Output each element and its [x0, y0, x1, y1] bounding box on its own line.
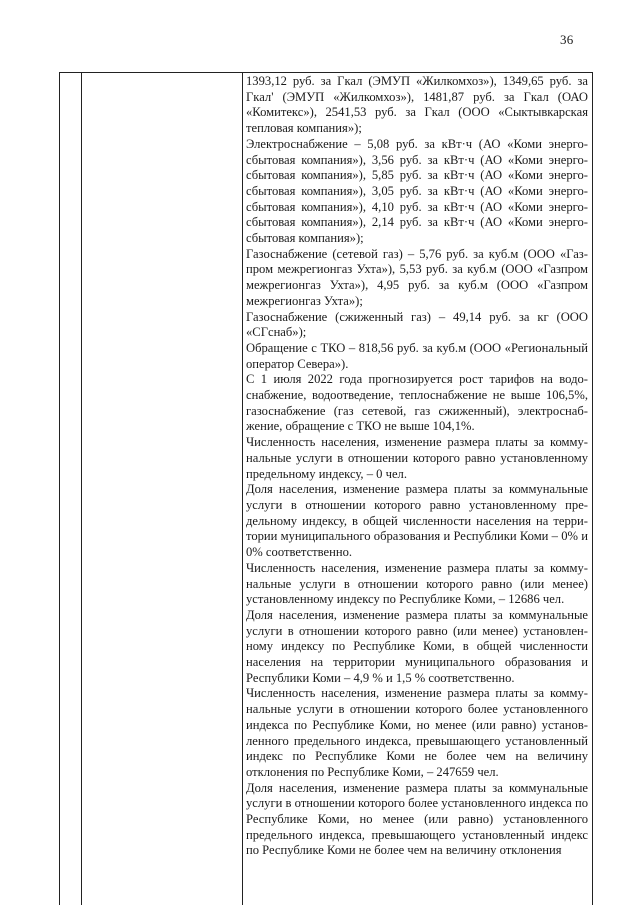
paragraph-share-equal-limit: Доля населения, изменение размера платы за коммунальные услуги в отношении которого равно установленному предельному индексу, в общей численности населения на территории муниципального образования и Республики Коми – 0% и 0% соответственно. — [246, 482, 588, 560]
paragraph-heat-tariffs: 1393,12 руб. за Гкал (ЭМУП «Жилкомхоз»), 1349,65 руб. за Гкал' (ЭМУП «Жилкомхоз»), 1481,87 руб. за Гкал (ОАО «Комитекс»), 2541,53 руб. за Гкал (ООО «Сыктывкарская тепловая компания»); — [246, 74, 588, 136]
paragraph-liquefied-gas: Газоснабжение (сжиженный газ) – 49,14 руб. за кг (ООО «СГснаб»); — [246, 309, 588, 340]
paragraph-network-gas: Газоснабжение (сетевой газ) – 5,76 руб. за куб.м (ООО «Газпром межрегионгаз Ухта»), 5,53 руб. за куб.м (ООО «Газпром межрегионгаз Ухта»), 4,95 руб. за куб.м (ООО «Газпром межрегионгаз Ухта»); — [246, 246, 588, 308]
paragraph-population-equal-limit: Численность населения, изменение размера платы за коммунальные услуги в отношении которого равно установленному предельному индексу, – 0 чел. — [246, 435, 588, 481]
table-column-divider — [81, 73, 82, 905]
table-text-cell — [243, 73, 592, 859]
document-table — [59, 72, 593, 905]
paragraph-electricity: Электроснабжение – 5,08 руб. за кВт·ч (АО «Коми энергосбытовая компания»), 3,56 руб. за кВт·ч (АО «Коми энергосбытовая компания»), 5,85 руб. за кВт·ч (АО «Коми энергосбытовая компания»), 3,05 руб. за кВт·ч (АО «Коми энергосбытовая компания»), 4,10 руб. за кВт·ч (АО «Коми энергосбытовая компания»), 2,14 руб. за кВт·ч (АО «Коми энергосбытовая компания»); — [246, 136, 588, 246]
paragraph-share-above-index: Доля населения, изменение размера платы за коммунальные услуги в отношении которого более установленного индекса по Республике Коми, но менее (или равно) установленного предельного индекса, превышающего установленный индекс по Республике Коми не более чем на величину отклонения — [246, 780, 588, 858]
paragraph-tariff-forecast: С 1 июля 2022 года прогнозируется рост тарифов на водоснабжение, водоотведение, теплоснабжение не выше 106,5%, газоснабжение (газ сетевой, газ сжиженный), электроснабжение, обращение с ТКО не выше 104,1%. — [246, 372, 588, 434]
paragraph-solid-waste: Обращение с ТКО – 818,56 руб. за куб.м (ООО «Региональный оператор Севера»). — [246, 340, 588, 371]
paragraph-population-within-index: Численность населения, изменение размера платы за коммунальные услуги в отношении которого равно (или менее) установленному индексу по Республике Коми, – 12686 чел. — [246, 560, 588, 607]
paragraph-share-within-index: Доля населения, изменение размера платы за коммунальные услуги в отношении которого равно (или менее) установленному индексу по Республике Коми, в общей численности населения на территории муниципального образования и Республики Коми – 4,9 % и 1,5 % соответственно. — [246, 607, 588, 685]
paragraph-population-above-index: Численность населения, изменение размера платы за коммунальные услуги в отношении которого более установленного индекса по Республике Коми, но менее (или равно) установленного предельного индекса, превышающего установленный индекс по Республике Коми не более чем на величину отклонения по Республике Коми, – 247659 чел. — [246, 686, 588, 779]
page-number: 36 — [560, 32, 574, 47]
